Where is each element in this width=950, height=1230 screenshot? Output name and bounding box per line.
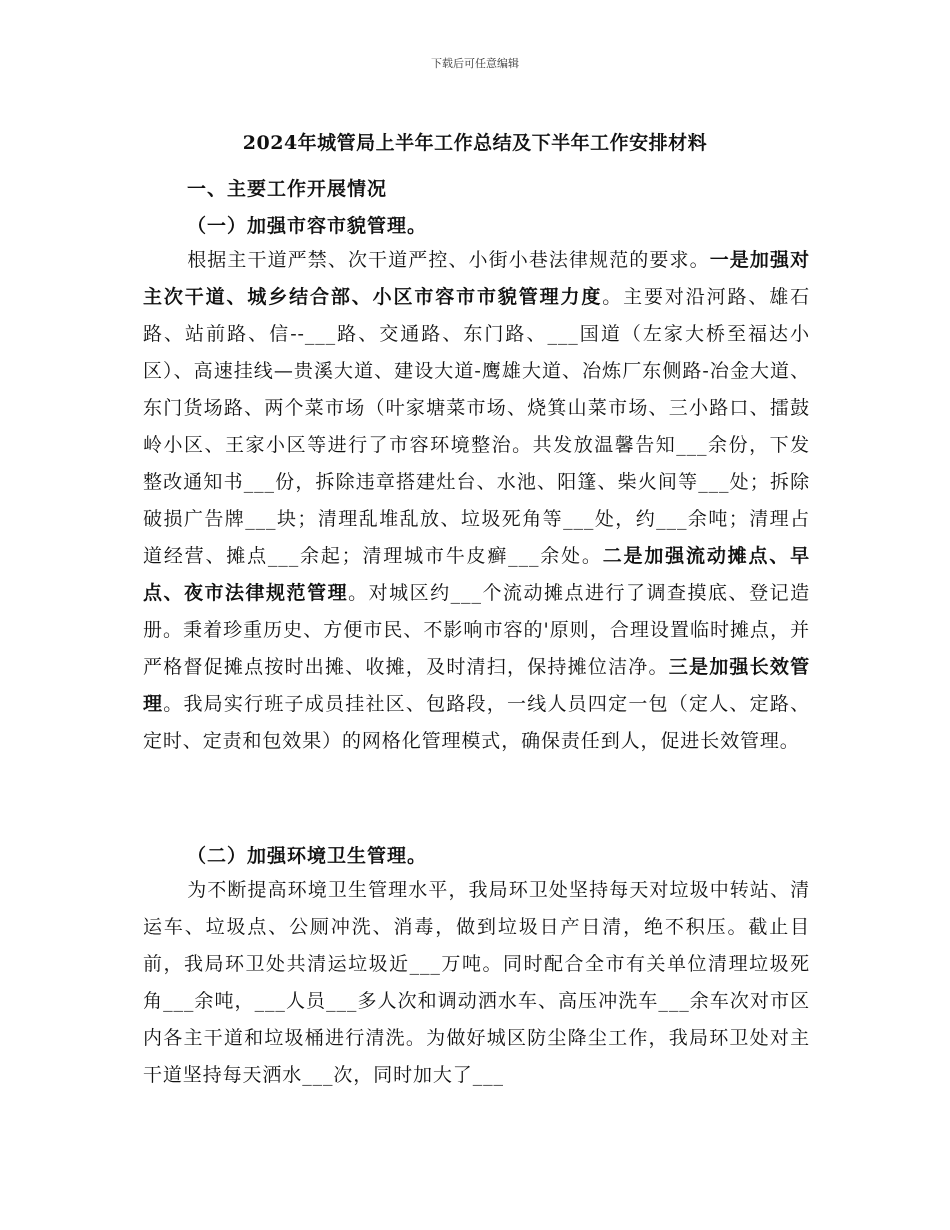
para-text: 。对城区约___个流动摊点进行了调查摸底、登记造册。秉着珍重历史、方便市民、不影响市容的'原则，合理设置临时摊点，并严格督促摊点按时出摊、收摊，及时清扫，保持摊位洁净。 [143,582,810,678]
para-bold-point-two: 二是加强流动摊点、早点、夜市法律规范管理 [143,545,810,604]
para-bold-point-three: 三是加强长效管理 [143,656,810,715]
document-title: 2024年城管局上半年工作总结及下半年工作安排材料 [242,132,708,154]
para-text: 根据主干道严禁、次干道严控、小街小巷法律规范的要求。 [187,249,710,271]
para-bold-point-one: 一是加强对主次干道、城乡结合部、小区市容市市貌管理力度 [143,249,810,308]
para-text: 。我局实行班子成员挂社区、包路段，一线人员四定一包（定人、定路、定时、定责和包效果）的网格化管理模式，确保责任到人，促进长效管理。 [143,693,810,752]
paragraph-sanitation [143,872,810,1094]
para-text: 为不断提高环境卫生管理水平，我局环卫处坚持每天对垃圾中转站、清运车、垃圾点、公厕冲洗、消毒，做到垃圾日产日清，绝不积压。截止目前，我局环卫处共清运垃圾近___万吨。同时配合全市有关单位清理垃圾死角___余吨，___人员___多人次和调动洒水车、高压冲洗车___余车次对市区内各主干道和垃圾桶进行清洗。为做好城区防尘降尘工作，我局环卫处对主干道坚持每天洒水___次，同时加大了___ [143,879,810,1086]
subsection-heading-city-appearance: （一）加强市容市貌管理。 [187,215,428,237]
paragraph-city-appearance [143,242,810,760]
subsection-heading-sanitation: （二）加强环境卫生管理。 [187,845,428,867]
header-note: 下载后可任意编辑 [431,57,519,70]
para-text: 。主要对沿河路、雄石路、站前路、信--___路、交通路、东门路、___国道（左家大桥至福达小区）、高速挂线—贵溪大道、建设大道-鹰雄大道、冶炼厂东侧路-冶金大道、东门货场路、两个菜市场（叶家塘菜市场、烧箕山菜市场、三小路口、擂鼓岭小区、王家小区等进行了市容环境整治。共发放温馨告知___余份，下发整改通知书___份，拆除违章搭建灶台、水池、阳篷、柴火间等___处；拆除破损广告牌___块；清理乱堆乱放、垃圾死角等___处，约___余吨；清理占道经营、摊点___余起；清理城市牛皮癣___余处。 [143,286,810,567]
section-heading-main-work: 一、主要工作开展情况 [187,178,388,200]
